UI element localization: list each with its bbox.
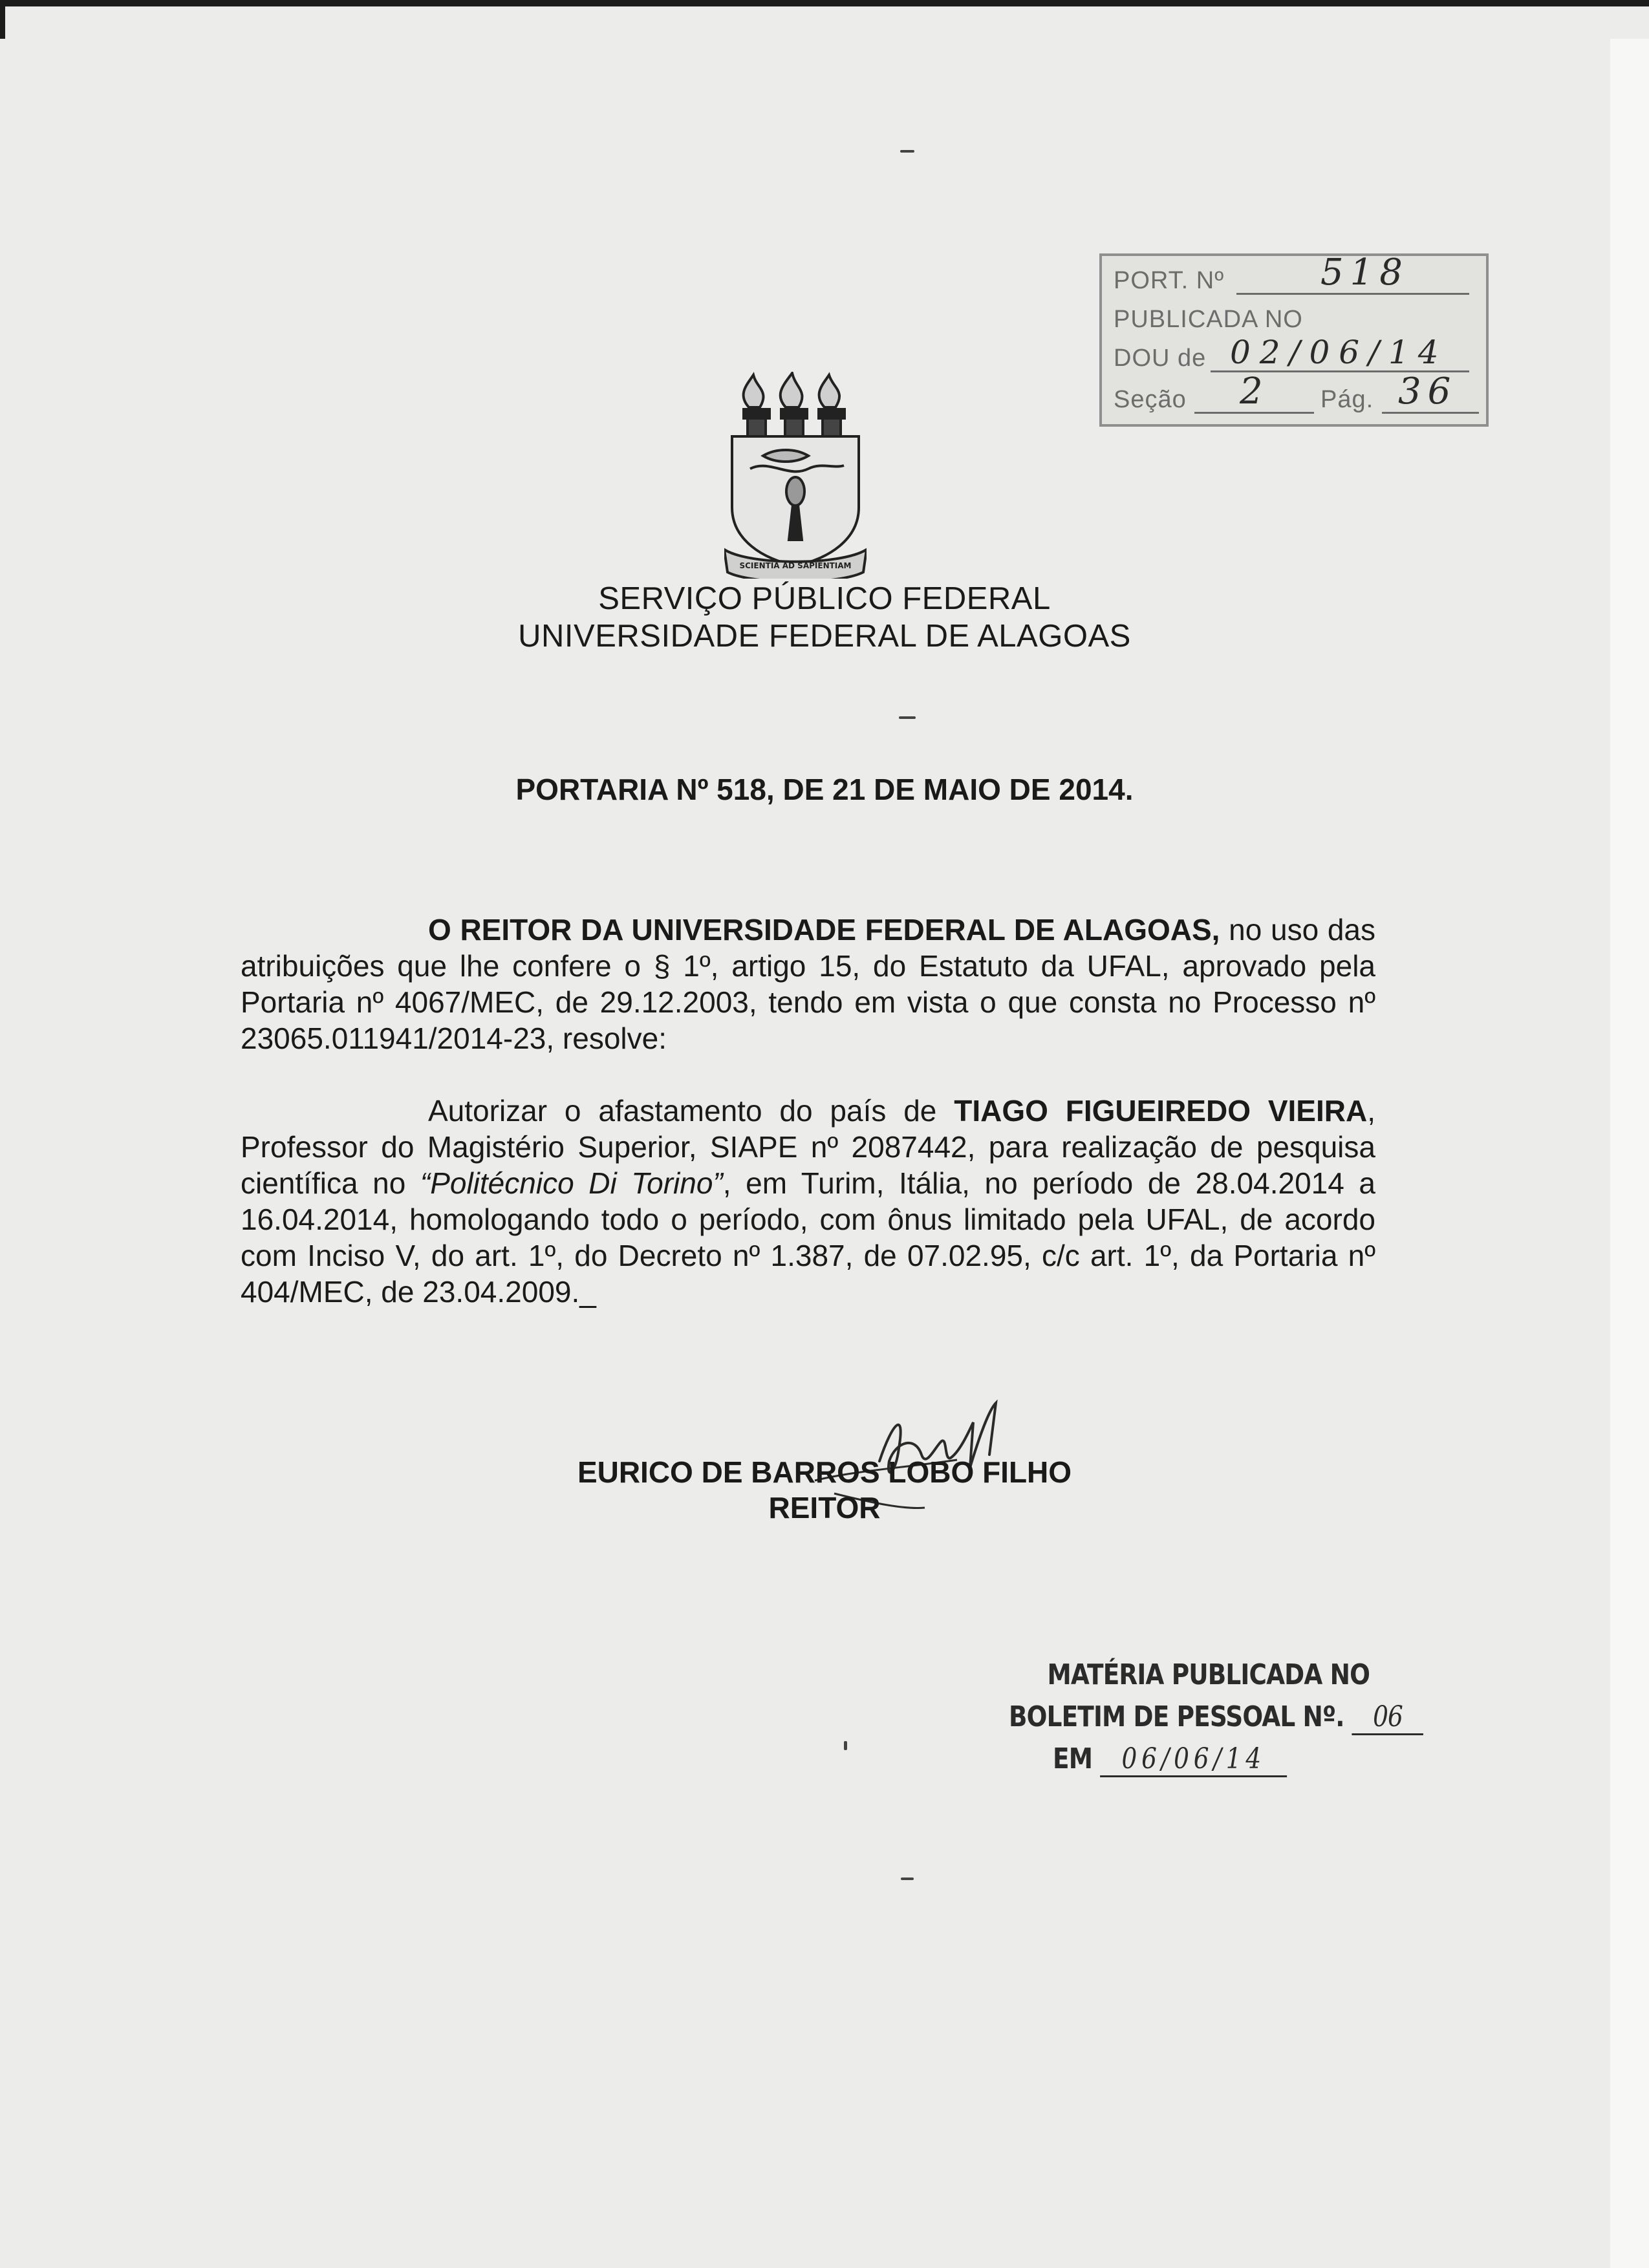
- document-title: PORTARIA Nº 518, DE 21 DE MAIO DE 2014.: [515, 773, 1134, 806]
- resolution-text-b: , Professor do Magistério Superior, SIAPE nº 2087442, para realização de pesquisa científica no: [241, 1094, 1375, 1200]
- resolution-text-a: Autorizar o afastamento do país de: [428, 1094, 954, 1128]
- boletim-number-value: 06: [1352, 1700, 1424, 1735]
- header-line-1: SERVIÇO PÚBLICO FEDERAL: [598, 581, 1051, 616]
- stamp-published-label: PUBLICADA NO: [1114, 306, 1303, 333]
- boletim-number-label: BOLETIM DE PESSOAL Nº.: [1009, 1700, 1344, 1733]
- signatory-name: EURICO DE BARROS LOBO FILHO: [577, 1455, 1072, 1489]
- scan-speck: [899, 716, 916, 719]
- logo-motto: SCIENTIA AD SAPIENTIAM: [739, 561, 852, 570]
- stamp-dou-value: 02/06/14: [1230, 334, 1448, 371]
- scan-speck: [901, 1878, 914, 1880]
- resolution-text-c: , em Turim, Itália, no período de 28.04.2014 a 16.04.2014, homologando todo o período, com ônus limitado pela UFAL, de acordo com Inciso V, do art. 1º, do Decreto nº 1.387, de 07.02.95, c/c art. 1º, da Portaria nº 404/MEC, de 23.04.2009._: [241, 1166, 1375, 1309]
- scan-border-top: [0, 0, 1649, 6]
- stamp-row-published: [1114, 299, 1474, 337]
- boletim-date-value: 06/06/14: [1100, 1742, 1287, 1777]
- paragraph-preamble: [241, 912, 1375, 1056]
- boletim-date-label: EM: [1053, 1742, 1093, 1775]
- stamp-port-label: PORT. Nº: [1114, 267, 1225, 294]
- stamp-section-value: 2: [1240, 370, 1269, 412]
- boletim-stamp-line-1: MATÉRIA PUBLICADA NO: [1047, 1658, 1370, 1691]
- stamp-row-port: [1114, 251, 1474, 299]
- boletim-stamp-line-2: [1009, 1700, 1423, 1735]
- scan-speck: [900, 150, 914, 153]
- scan-border-left: [0, 0, 5, 39]
- preamble-text: no uso das atribuições que lhe confere o § 1º, artigo 15, do Estatuto da UFAL, aprovado pela Portaria nº 4067/MEC, de 29.12.2003, tendo em vista o que consta no Processo nº 23065.011941/2014-23, resolve:: [241, 913, 1375, 1055]
- preamble-bold-lead: O REITOR DA UNIVERSIDADE FEDERAL DE ALAGOAS,: [428, 913, 1220, 947]
- resolution-person-name: TIAGO FIGUEIREDO VIEIRA: [954, 1094, 1368, 1128]
- stamp-port-value: 518: [1320, 251, 1409, 294]
- signatory-role: REITOR: [768, 1491, 881, 1524]
- stamp-row-section: [1114, 370, 1474, 418]
- ufal-coat-of-arms-icon: [724, 372, 867, 579]
- stamp-page-label: Pág.: [1320, 386, 1374, 413]
- scan-speck: [844, 1741, 847, 1750]
- boletim-publication-stamp: [1009, 1658, 1403, 1797]
- header-line-2: UNIVERSIDADE FEDERAL DE ALAGOAS: [518, 619, 1131, 654]
- stamp-section-label: Seção: [1114, 386, 1187, 413]
- dou-publication-stamp: [1099, 253, 1489, 427]
- resolution-institution: “Politécnico Di Torino”: [420, 1166, 723, 1200]
- boletim-stamp-line-3: [1053, 1742, 1287, 1777]
- stamp-page-value: 36: [1398, 370, 1458, 412]
- paragraph-resolution: [241, 1093, 1375, 1310]
- stamp-dou-label: DOU de: [1114, 345, 1207, 372]
- scan-right-margin: [1610, 39, 1649, 2268]
